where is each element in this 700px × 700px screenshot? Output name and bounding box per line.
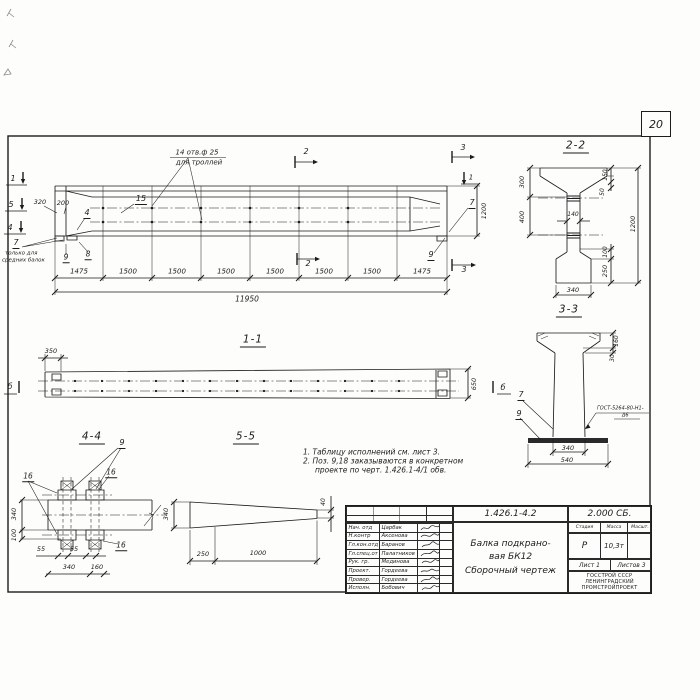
date-cell xyxy=(439,559,452,567)
dim-200: 200 xyxy=(56,198,70,207)
dim-seg-7: 1500 xyxy=(363,267,381,276)
staff-row xyxy=(347,566,452,575)
date-cell xyxy=(439,567,452,575)
dim-total-11950: 11950 xyxy=(235,294,259,304)
date-cell xyxy=(439,576,452,584)
staff-row xyxy=(347,558,452,567)
dim-650: 650 xyxy=(469,377,478,391)
staff-name: Гордеева xyxy=(379,576,417,584)
staff-role: Гл.кон.отд xyxy=(348,542,379,549)
staff-row xyxy=(347,540,452,549)
signature-mark xyxy=(417,559,439,567)
staff-role: Провер. xyxy=(348,576,371,583)
dim-seg-4: 1500 xyxy=(217,267,235,276)
staff-row xyxy=(347,575,452,584)
stage-value: Р xyxy=(581,541,588,551)
signature-mark xyxy=(417,541,439,549)
dim-1200-section: 1200 xyxy=(628,215,637,233)
section-1-1-title: 1-1 xyxy=(240,335,266,348)
pos-4: 4 xyxy=(84,208,90,217)
staff-role: Нач. отд xyxy=(348,524,373,531)
dim-seg-3: 1500 xyxy=(168,267,186,276)
dim-55b: 55 xyxy=(69,544,79,553)
dim-340-s33: 340 xyxy=(561,443,575,452)
sheet-count-row xyxy=(568,559,651,571)
signature-mark xyxy=(417,533,439,541)
pos-7-right: 7 xyxy=(469,198,475,207)
pos-9-s33: 9 xyxy=(516,409,522,418)
registration-marks-icon xyxy=(4,9,16,75)
cut-marker-3-bottom: 3 xyxy=(461,265,467,274)
date-cell xyxy=(439,584,452,592)
dim-140-web: 140 xyxy=(567,211,579,218)
weld-note-line2: Δ6 xyxy=(622,412,629,419)
date-cell xyxy=(439,550,452,558)
cut-marker-1-left: 1 xyxy=(10,174,16,183)
dim-540: 540 xyxy=(560,455,574,464)
title-block xyxy=(345,505,652,594)
organization-line3: ПРОМСТРОЙПРОЕКТ xyxy=(581,585,638,592)
section-2-2-linework xyxy=(527,165,641,298)
staff-table xyxy=(346,522,453,593)
section-1-1-linework xyxy=(4,354,511,401)
dim-150: 150 xyxy=(602,169,609,181)
dim-350: 350 xyxy=(44,346,58,355)
staff-role: Гл.спец.от xyxy=(348,550,378,557)
signature-mark xyxy=(417,584,439,592)
staff-name: Аксенова xyxy=(379,533,417,541)
dim-30: 30 xyxy=(609,354,616,362)
left-note-line1: только для xyxy=(5,250,38,257)
dim-250-s55: 250 xyxy=(196,549,210,558)
page-number: 20 xyxy=(649,117,663,131)
dim-340-s22: 340 xyxy=(566,285,580,294)
product-title-line1: Балка подкрано- xyxy=(470,538,551,549)
staff-name: Гордеева xyxy=(379,567,417,575)
dim-1200-elevation: 1200 xyxy=(479,202,488,220)
dim-160: 160 xyxy=(613,335,620,347)
dim-50: 50 xyxy=(599,188,606,196)
pos-16-top: 16 xyxy=(106,467,116,477)
date-cell xyxy=(439,533,452,541)
staff-role: Рук. гр. xyxy=(348,559,370,566)
dim-320: 320 xyxy=(33,197,47,206)
pos-15: 15 xyxy=(135,194,147,203)
product-title-line3: Сборочный чертеж xyxy=(464,565,557,576)
signature-mark xyxy=(417,567,439,575)
staff-row xyxy=(347,532,452,541)
scale-label: Масшт. xyxy=(627,523,652,532)
dim-1000: 1000 xyxy=(249,548,267,557)
dim-seg-5: 1500 xyxy=(266,267,284,276)
dim-300: 300 xyxy=(517,175,526,189)
stage-mass-scale-header xyxy=(568,522,651,533)
left-note-line2: средних балок xyxy=(2,257,45,264)
date-cell xyxy=(439,541,452,549)
staff-name: Царбак xyxy=(379,524,417,532)
cut-marker-5: 5 xyxy=(8,200,14,209)
section-3-3-linework xyxy=(520,330,649,468)
dim-seg-2: 1500 xyxy=(119,267,137,276)
note-line2: 2. Поз. 9,18 заказываются в конкретном xyxy=(303,456,464,466)
section-5-5-title: 5-5 xyxy=(233,432,259,445)
pos-9-left: 9 xyxy=(63,252,69,262)
date-cell xyxy=(439,524,452,532)
staff-name: Бобович xyxy=(379,584,417,592)
mass-value: 10,3т xyxy=(600,534,627,558)
product-title-cell xyxy=(453,522,568,593)
dim-400: 400 xyxy=(517,210,526,224)
dim-160: 160 xyxy=(90,562,104,571)
signature-mark xyxy=(417,576,439,584)
sheet-total: Листов 3 xyxy=(610,560,652,570)
stage-label: Стадия xyxy=(575,525,594,530)
pos-16-bottom: 16 xyxy=(116,540,126,550)
cut-marker-2-bottom: 2 xyxy=(305,259,311,268)
dim-40: 40 xyxy=(320,498,327,506)
dim-55a: 55 xyxy=(36,544,46,553)
hole-note-line2: для троллей xyxy=(175,158,223,167)
doc-code-cell xyxy=(568,506,651,522)
pos-9-right: 9 xyxy=(428,250,434,259)
staff-name: Баранов xyxy=(379,541,417,549)
page-number-box xyxy=(641,111,671,137)
staff-name: Палатников xyxy=(379,550,417,558)
section-4-4-title: 4-4 xyxy=(79,432,105,445)
mass-label: Масса xyxy=(600,523,627,532)
organization-line2: ЛЕНИНГРАДСКИЙ xyxy=(585,578,634,585)
doc-number: 1.426.1-4.2 xyxy=(484,509,537,519)
dim-seg-8: 1475 xyxy=(413,267,431,276)
dim-340-left: 340 xyxy=(9,507,18,521)
cut-marker-b-right: б xyxy=(500,383,506,392)
staff-name: Мединова xyxy=(379,559,417,567)
dim-seg-6: 1500 xyxy=(315,267,333,276)
doc-number-cell xyxy=(453,506,568,522)
staff-role: Исполн. xyxy=(348,585,371,592)
pos-7-s33: 7 xyxy=(518,390,524,399)
organization-cell xyxy=(568,571,651,593)
staff-role: Н.контр xyxy=(348,533,371,540)
doc-code: 2.000 СБ. xyxy=(587,509,632,519)
pos-7-left: 7 xyxy=(13,238,19,247)
staff-row xyxy=(347,549,452,558)
product-title-line2: вая БК12 xyxy=(488,552,533,563)
stage-mass-scale-values xyxy=(568,533,651,559)
dim-340-bottom: 340 xyxy=(62,562,76,571)
note-line3: проекте по черт. 1.426.1-4/1 обв. xyxy=(315,465,447,475)
staff-row xyxy=(347,583,452,592)
dim-100-left: 100 xyxy=(9,528,18,542)
title-block-change-strip xyxy=(346,506,453,522)
pos-8: 8 xyxy=(85,249,91,259)
staff-row xyxy=(347,523,452,532)
dim-100: 100 xyxy=(602,246,609,258)
cut-marker-1-right: 1 xyxy=(468,173,474,182)
signature-mark xyxy=(417,524,439,532)
cut-marker-2-top: 2 xyxy=(303,147,309,156)
dim-seg-1: 1475 xyxy=(70,267,88,276)
scale-value xyxy=(627,534,652,558)
cut-marker-3-top: 3 xyxy=(460,143,466,152)
note-line1: 1. Таблицу исполнений см. лист 3. xyxy=(303,447,441,457)
sheet-number: Лист 1 xyxy=(579,561,600,569)
signature-mark xyxy=(417,550,439,558)
organization-line1: ГОССТРОЙ СССР xyxy=(586,572,633,579)
dim-250: 250 xyxy=(600,264,609,278)
weld-note-line1: ГОСТ-5264-80-Н1- xyxy=(597,405,644,412)
section-4-4-linework xyxy=(19,448,166,577)
staff-role: Проект. xyxy=(348,567,371,574)
cut-marker-b-left: б xyxy=(7,382,13,391)
cut-marker-4: 4 xyxy=(7,223,13,232)
hole-note-line1: 14 отв.ф 25 xyxy=(175,148,219,157)
pos-9-s44: 9 xyxy=(119,438,125,447)
pos-16-left: 16 xyxy=(23,471,33,481)
section-3-3-title: 3-3 xyxy=(556,305,582,318)
section-2-2-title: 2-2 xyxy=(563,141,589,154)
dim-340-s55: 340 xyxy=(161,507,170,521)
